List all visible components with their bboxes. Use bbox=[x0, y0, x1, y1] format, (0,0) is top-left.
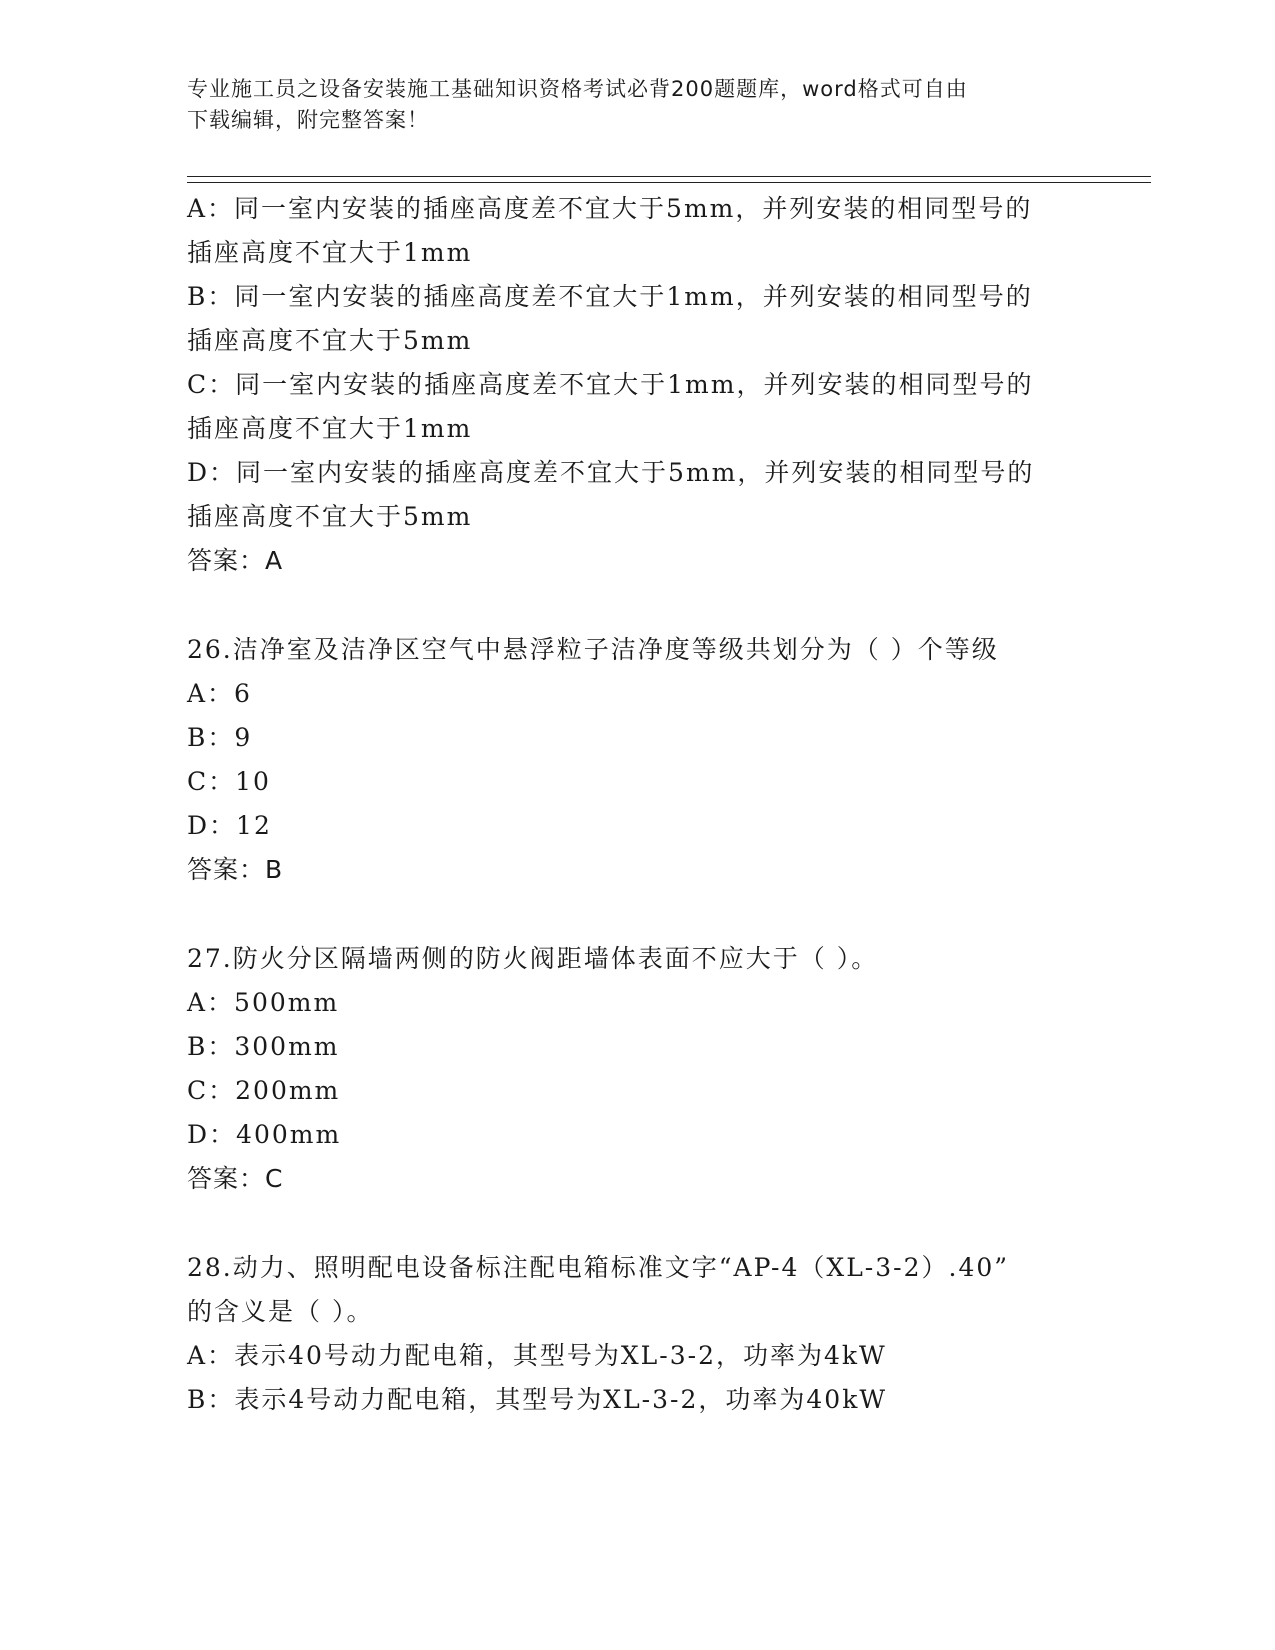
q28-option-b: B：表示4号动力配电箱，其型号为XL-3-2，功率为40kW bbox=[187, 1385, 888, 1414]
document-header bbox=[187, 74, 1067, 136]
q26-option-d: D：12 bbox=[187, 811, 272, 840]
header-line-1: 专业施工员之设备安装施工基础知识资格考试必背200题题库，word格式可自由 bbox=[187, 77, 968, 101]
q28-option-a: A：表示40号动力配电箱，其型号为XL-3-2，功率为4kW bbox=[187, 1341, 887, 1370]
q26-option-a: A：6 bbox=[187, 679, 252, 708]
q28-question-line1: 28.动力、照明配电设备标注配电箱标准文字“AP-4（XL-3-2）.40” bbox=[187, 1253, 1010, 1282]
q27-answer: 答案：C bbox=[187, 1164, 284, 1193]
q25-option-d-line1: D：同一室内安装的插座高度差不宜大于5mm，并列安装的相同型号的 bbox=[187, 458, 1035, 487]
q25-option-c-line2: 插座高度不宜大于1mm bbox=[187, 414, 473, 443]
q27-option-c: C：200mm bbox=[187, 1076, 341, 1105]
q27-option-b: B：300mm bbox=[187, 1032, 340, 1061]
q25-option-b-line2: 插座高度不宜大于5mm bbox=[187, 326, 473, 355]
q25-option-a-line1: A：同一室内安装的插座高度差不宜大于5mm，并列安装的相同型号的 bbox=[187, 194, 1033, 223]
q25-option-b-line1: B：同一室内安装的插座高度差不宜大于1mm，并列安装的相同型号的 bbox=[187, 282, 1033, 311]
header-line-2: 下载编辑，附完整答案！ bbox=[187, 108, 429, 132]
q25-answer: 答案：A bbox=[187, 546, 284, 575]
header-divider-bottom bbox=[187, 182, 1151, 183]
q26-question: 26.洁净室及洁净区空气中悬浮粒子洁净度等级共划分为（ ）个等级 bbox=[187, 635, 999, 664]
q25-option-a-line2: 插座高度不宜大于1mm bbox=[187, 238, 473, 267]
header-divider-top bbox=[187, 176, 1151, 177]
q27-question: 27.防火分区隔墙两侧的防火阀距墙体表面不应大于（ ）。 bbox=[187, 944, 879, 973]
q27-option-d: D：400mm bbox=[187, 1120, 342, 1149]
q25-option-d-line2: 插座高度不宜大于5mm bbox=[187, 502, 473, 531]
q27-option-a: A：500mm bbox=[187, 988, 340, 1017]
q26-option-b: B：9 bbox=[187, 723, 253, 752]
q26-option-c: C：10 bbox=[187, 767, 271, 796]
q28-question-line2: 的含义是（ ）。 bbox=[187, 1297, 374, 1326]
q25-option-c-line1: C：同一室内安装的插座高度差不宜大于1mm，并列安装的相同型号的 bbox=[187, 370, 1034, 399]
q26-answer: 答案：B bbox=[187, 855, 284, 884]
